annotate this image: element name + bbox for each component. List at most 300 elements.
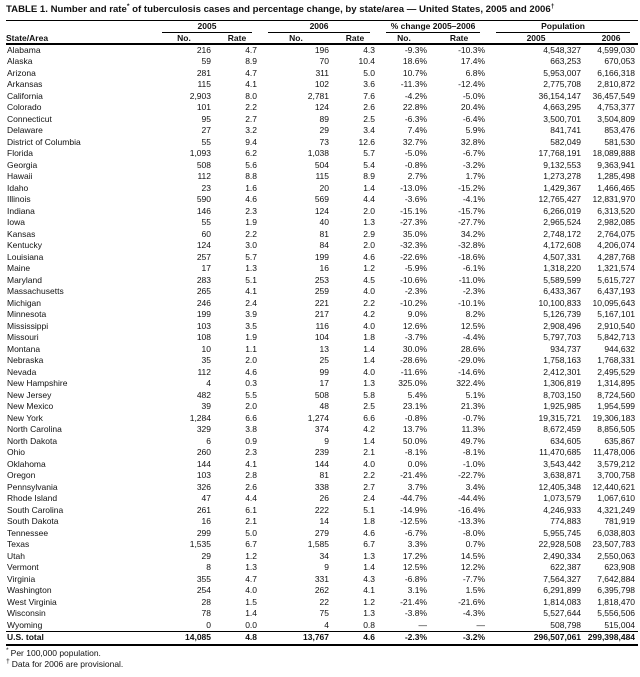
cell-n05: 329 — [196, 424, 211, 435]
cell-p05: 12,405,348 — [538, 481, 582, 492]
cell-n05: 6 — [206, 435, 211, 446]
cell-r06: 5.4 — [363, 159, 376, 170]
cell-p06: 2,550,063 — [597, 550, 636, 561]
cell-state: Alabama — [7, 44, 41, 55]
header-group-population-label: Population — [496, 21, 630, 33]
cell-r06: 4.3 — [363, 573, 376, 584]
table-row — [6, 91, 638, 103]
cell-pn: -3.6% — [404, 194, 428, 205]
cell-p05: 4,172,608 — [543, 240, 582, 251]
cell-n05: 10 — [201, 343, 211, 354]
cell-r06: 6.6 — [363, 412, 376, 423]
cell-pn: 2.7% — [407, 171, 428, 182]
cell-pr: 5.9% — [465, 125, 486, 136]
table-row — [6, 470, 638, 482]
cell-pr: -1.0% — [462, 458, 486, 469]
cell-r05: 2.7 — [245, 113, 258, 124]
table-row — [6, 206, 638, 218]
cell-p05: 1,073,579 — [543, 493, 582, 504]
table-row — [6, 56, 638, 68]
cell-pr: 12.2% — [460, 562, 486, 573]
table-row — [6, 551, 638, 563]
cell-n06: 262 — [314, 585, 330, 596]
cell-p05: 3,500,701 — [543, 113, 582, 124]
cell-r05: 3.5 — [245, 320, 258, 331]
table-row — [6, 114, 638, 126]
cell-state: North Carolina — [7, 424, 62, 435]
cell-n05: 257 — [196, 251, 211, 262]
table-row — [6, 217, 638, 229]
cell-r05: 5.0 — [245, 527, 258, 538]
cell-pn: -27.3% — [400, 217, 428, 228]
cell-pn: 12.6% — [402, 320, 428, 331]
cell-p06: 12,440,621 — [592, 481, 636, 492]
cell-r05: 4.6 — [245, 194, 258, 205]
footnote-rate — [6, 648, 638, 659]
cell-p05: 7,564,327 — [543, 573, 582, 584]
cell-p05: 6,266,019 — [543, 205, 582, 216]
cell-state: Montana — [7, 343, 41, 354]
cell-pr: -4.4% — [462, 332, 486, 343]
table-row — [6, 68, 638, 80]
cell-n06: 84 — [319, 240, 330, 251]
cell-r05: 5.1 — [245, 274, 258, 285]
cell-p05: 5,797,703 — [543, 332, 582, 343]
cell-r06: 2.6 — [363, 102, 376, 113]
cell-pn: -32.3% — [400, 240, 428, 251]
cell-p06: 299,398,484 — [584, 632, 638, 645]
cell-r05: 3.2 — [245, 125, 258, 136]
cell-n05: 326 — [196, 481, 211, 492]
cell-r05: 1.3 — [245, 562, 258, 573]
cell-p05: 4,548,327 — [543, 44, 582, 55]
cell-pn: -14.9% — [400, 504, 428, 515]
cell-n05: 108 — [196, 332, 211, 343]
cell-n05: 16 — [201, 516, 211, 527]
cell-n05: 283 — [196, 274, 211, 285]
cell-n06: 29 — [319, 125, 330, 136]
cell-r05: 0.9 — [245, 435, 258, 446]
cell-p06: 5,556,506 — [597, 608, 636, 619]
cell-p06: 19,306,183 — [592, 412, 636, 423]
footnote-provisional — [6, 659, 638, 670]
cell-n05: 281 — [196, 67, 211, 78]
cell-pr: -29.0% — [458, 355, 486, 366]
cell-p05: 634,605 — [550, 435, 582, 446]
cell-pr: 0.7% — [465, 539, 486, 550]
cell-n05: 508 — [196, 159, 211, 170]
cell-state: Delaware — [7, 125, 43, 136]
cell-p06: 1,954,599 — [597, 401, 636, 412]
cell-n06: 331 — [314, 573, 330, 584]
cell-pn: -0.8% — [404, 412, 428, 423]
cell-r05: 2.8 — [245, 470, 258, 481]
cell-p05: 622,387 — [550, 562, 582, 573]
cell-p05: 1,429,367 — [543, 182, 582, 193]
cell-r05: 9.4 — [245, 136, 258, 147]
cell-n05: 29 — [201, 550, 211, 561]
cell-r05: 4.4 — [245, 493, 258, 504]
cell-p05: 1,925,985 — [543, 401, 582, 412]
cell-pr: -3.2% — [462, 159, 486, 170]
cell-r06: 3.6 — [363, 79, 376, 90]
cell-n06: 89 — [319, 113, 330, 124]
cell-r06: 4.0 — [363, 366, 376, 377]
cell-r06: 5.7 — [363, 148, 376, 159]
cell-p05: 3,543,442 — [543, 458, 582, 469]
header-pop-2005: 2005 — [488, 33, 584, 44]
cell-pn: 325.0% — [398, 378, 428, 389]
cell-n05: 14,085 — [154, 632, 214, 645]
cell-state: Missouri — [7, 332, 39, 343]
cell-r06: 1.8 — [363, 332, 376, 343]
cell-p05: 774,883 — [550, 516, 582, 527]
cell-pn: -13.0% — [400, 182, 428, 193]
header-group-2005 — [154, 20, 260, 33]
cell-r05: 8.9 — [245, 56, 258, 67]
cell-n05: 4 — [206, 378, 211, 389]
header-rate-change: Rate — [430, 33, 488, 44]
cell-p05: 10,100,833 — [538, 297, 582, 308]
cell-r06: 1.3 — [363, 378, 376, 389]
cell-p05: 296,507,061 — [488, 632, 584, 645]
cell-state: California — [7, 90, 43, 101]
cell-p06: 1,466,465 — [597, 182, 636, 193]
cell-p05: 8,672,459 — [543, 424, 582, 435]
cell-n05: 2,903 — [189, 90, 211, 101]
cell-pr: -8.1% — [462, 447, 486, 458]
cell-n06: 279 — [314, 527, 330, 538]
table-row — [6, 263, 638, 275]
cell-pn: -2.3% — [404, 286, 428, 297]
cell-pn: -22.6% — [400, 251, 428, 262]
table-row — [6, 148, 638, 160]
cell-state: Idaho — [7, 182, 29, 193]
cell-p05: 663,253 — [550, 56, 582, 67]
table-row — [6, 505, 638, 517]
cell-pn: 18.6% — [402, 56, 428, 67]
cell-pr: 322.4% — [456, 378, 486, 389]
cell-p06: 12,831,970 — [592, 194, 636, 205]
cell-pr: -21.6% — [458, 596, 486, 607]
cell-n05: 260 — [196, 447, 211, 458]
cell-p06: 4,321,249 — [597, 504, 636, 515]
cell-r06: 4.2 — [363, 309, 376, 320]
table-row — [6, 447, 638, 459]
cell-n06: 239 — [314, 447, 330, 458]
cell-r05: 1.4 — [245, 608, 258, 619]
cell-pn: -44.7% — [400, 493, 428, 504]
cell-n05: 216 — [196, 44, 211, 55]
cell-p05: 508,798 — [550, 619, 582, 630]
cell-r06: 12.6 — [358, 136, 376, 147]
cell-r05: 8.0 — [245, 90, 258, 101]
table-row — [6, 344, 638, 356]
cell-n06: 259 — [314, 286, 330, 297]
cell-pr: 8.2% — [465, 309, 486, 320]
cell-p06: 3,504,809 — [597, 113, 636, 124]
cell-n06: 338 — [314, 481, 330, 492]
table-title — [6, 4, 638, 17]
cell-n06: 115 — [315, 171, 330, 182]
cell-r06: 6.7 — [363, 539, 376, 550]
cell-r06: 10.4 — [358, 56, 376, 67]
cell-n05: 78 — [201, 608, 211, 619]
cell-pn: -10.2% — [400, 297, 428, 308]
cell-p06: 3,579,212 — [597, 458, 636, 469]
cell-p06: 6,038,803 — [597, 527, 636, 538]
cell-pr: -14.6% — [458, 366, 486, 377]
table-row — [6, 125, 638, 137]
cell-r05: 1.6 — [245, 182, 258, 193]
cell-n06: 9 — [324, 562, 330, 573]
cell-n05: 59 — [201, 56, 211, 67]
cell-r05: 5.6 — [245, 159, 258, 170]
table-row — [6, 378, 638, 390]
cell-r06: 1.2 — [363, 263, 376, 274]
table-row — [6, 275, 638, 287]
cell-p05: 5,126,739 — [543, 309, 582, 320]
cell-n06: 16 — [319, 263, 330, 274]
cell-r06: 5.1 — [363, 504, 376, 515]
cell-n06: 508 — [314, 389, 330, 400]
cell-r05: 2.2 — [245, 228, 258, 239]
cell-pn: 17.2% — [402, 550, 428, 561]
cell-p05: 5,953,007 — [543, 67, 582, 78]
cell-pn: -11.3% — [400, 79, 428, 90]
cell-state: Ohio — [7, 447, 25, 458]
cell-r05: 1.5 — [245, 596, 258, 607]
cell-p05: 11,470,685 — [539, 447, 582, 458]
cell-r06: 5.0 — [363, 67, 376, 78]
cell-p05: 9,132,553 — [543, 159, 582, 170]
cell-pr: -15.2% — [458, 182, 486, 193]
table-row — [6, 309, 638, 321]
cell-n06: 17 — [319, 378, 330, 389]
cell-r06: 2.2 — [363, 297, 376, 308]
table-row — [6, 424, 638, 436]
cell-pr: -3.2% — [430, 632, 488, 645]
cell-p05: 582,049 — [550, 136, 582, 147]
header-group-2006 — [260, 20, 378, 33]
cell-r06: 4.6 — [363, 527, 376, 538]
cell-p06: 2,810,872 — [597, 79, 636, 90]
cell-state: Kansas — [7, 228, 36, 239]
cell-pn: -4.2% — [404, 90, 428, 101]
title-dagger-footnote-marker: † — [550, 2, 555, 10]
cell-pn: 12.5% — [402, 562, 428, 573]
cell-p06: 6,166,318 — [597, 67, 636, 78]
cell-r05: 2.0 — [245, 355, 258, 366]
cell-state: Mississippi — [7, 320, 49, 331]
cell-p05: 934,737 — [550, 343, 582, 354]
cell-state: New Jersey — [7, 389, 52, 400]
cell-state: Hawaii — [7, 171, 33, 182]
cell-n05: 261 — [196, 504, 211, 515]
table-row — [6, 436, 638, 448]
footnote-dagger-marker: † — [6, 658, 10, 666]
cell-state: Maine — [7, 263, 31, 274]
header-group-pct-change-label: % change 2005–2006 — [386, 21, 480, 33]
table-row — [6, 252, 638, 264]
header-rate-2005: Rate — [214, 33, 260, 44]
cell-n06: 40 — [319, 217, 330, 228]
cell-pn: 9.0% — [407, 309, 428, 320]
cell-n05: 8 — [206, 562, 211, 573]
header-pop-2006: 2006 — [584, 33, 638, 44]
table-row — [6, 194, 638, 206]
table-row — [6, 493, 638, 505]
cell-pr: 49.7% — [460, 435, 486, 446]
cell-n05: 299 — [196, 527, 211, 538]
cell-r05: 6.2 — [245, 148, 258, 159]
cell-state: Arkansas — [7, 79, 43, 90]
table-row — [6, 332, 638, 344]
table-row — [6, 229, 638, 241]
cell-state: Vermont — [7, 562, 39, 573]
cell-pn: 7.4% — [407, 125, 428, 136]
table-row — [6, 413, 638, 425]
cell-pr: 20.4% — [460, 102, 486, 113]
cell-pn: 23.1% — [402, 401, 428, 412]
table-row — [6, 482, 638, 494]
cell-n06: 81 — [319, 228, 330, 239]
cell-n06: 253 — [314, 274, 330, 285]
cell-p06: 670,053 — [604, 56, 636, 67]
cell-r06: 2.5 — [363, 401, 376, 412]
cell-p06: 2,495,529 — [597, 366, 636, 377]
cell-pn: -21.4% — [400, 596, 428, 607]
cell-state: Nebraska — [7, 355, 44, 366]
cell-pn: -3.8% — [404, 608, 428, 619]
cell-p05: 4,663,295 — [543, 102, 582, 113]
cell-p06: 635,867 — [604, 435, 636, 446]
cell-state: Oregon — [7, 470, 36, 481]
table-row — [6, 286, 638, 298]
cell-n06: 75 — [319, 608, 330, 619]
cell-r05: 1.1 — [245, 343, 258, 354]
cell-p06: 3,700,758 — [597, 470, 636, 481]
cell-p05: 5,589,599 — [543, 274, 582, 285]
cell-pn: -9.3% — [404, 44, 428, 55]
cell-n06: 124 — [314, 102, 330, 113]
cell-n06: 311 — [315, 67, 330, 78]
cell-pn: 30.0% — [402, 343, 428, 354]
cell-pr: -22.7% — [458, 470, 486, 481]
table-row — [6, 367, 638, 379]
cell-r06: 7.6 — [363, 90, 376, 101]
cell-state: Pennsylvania — [7, 481, 58, 492]
cell-p05: 841,741 — [550, 125, 582, 136]
cell-pr: 1.7% — [465, 171, 486, 182]
cell-p05: 2,908,496 — [543, 320, 582, 331]
cell-pr: -44.4% — [458, 493, 486, 504]
cell-n05: 146 — [196, 205, 211, 216]
cell-n06: 4 — [324, 619, 330, 630]
cell-pr: -27.7% — [458, 217, 486, 228]
table-row — [6, 562, 638, 574]
table-row — [6, 608, 638, 620]
cell-p05: 4,507,331 — [543, 251, 582, 262]
cell-pr: -10.1% — [458, 297, 486, 308]
cell-n05: 246 — [196, 297, 211, 308]
cell-state: District of Columbia — [7, 136, 81, 147]
cell-n06: 20 — [319, 182, 330, 193]
cell-pn: -28.6% — [400, 355, 428, 366]
cell-state: Indiana — [7, 205, 35, 216]
table-row — [6, 160, 638, 172]
cell-r06: 2.5 — [363, 113, 376, 124]
cell-p06: 1,768,331 — [597, 355, 636, 366]
cell-pn: 3.3% — [407, 539, 428, 550]
cell-p05: 19,315,721 — [538, 412, 582, 423]
cell-n05: 265 — [196, 286, 211, 297]
cell-n06: 374 — [314, 424, 330, 435]
header-state-area: State/Area — [6, 20, 154, 44]
cell-n05: 144 — [196, 458, 211, 469]
cell-r05: 4.6 — [245, 366, 258, 377]
cell-n06: 13 — [319, 343, 330, 354]
cell-r06: 4.3 — [363, 44, 376, 55]
cell-n06: 124 — [314, 205, 330, 216]
cell-r05: 3.9 — [245, 309, 258, 320]
cell-p05: 6,433,367 — [543, 286, 582, 297]
cell-r06: 5.8 — [363, 389, 376, 400]
title-star-footnote-marker: * — [126, 2, 130, 10]
table-row — [6, 528, 638, 540]
cell-pr: 6.8% — [465, 67, 486, 78]
title-text-1: TABLE 1. Number and rate — [6, 4, 127, 15]
cell-pn: -15.1% — [400, 205, 428, 216]
cell-pn: 5.4% — [407, 389, 428, 400]
cell-r06: 4.4 — [363, 194, 376, 205]
cell-r06: 2.9 — [363, 228, 376, 239]
cell-r06: 2.0 — [363, 205, 376, 216]
cell-n05: 199 — [196, 309, 211, 320]
cell-state: Colorado — [7, 102, 42, 113]
cell-r05: 5.7 — [245, 251, 258, 262]
cell-n05: 1,535 — [189, 539, 211, 550]
cell-pn: -2.3% — [378, 632, 430, 645]
cell-r05: 2.3 — [245, 447, 258, 458]
cell-state: Iowa — [7, 217, 25, 228]
cell-pn: -10.6% — [400, 274, 428, 285]
cell-p06: 5,615,727 — [597, 274, 636, 285]
cell-r05: 0.0 — [245, 619, 258, 630]
cell-state: Maryland — [7, 274, 42, 285]
cell-n06: 1,038 — [307, 148, 330, 159]
cell-r05: 4.1 — [245, 286, 258, 297]
cell-state: Connecticut — [7, 113, 52, 124]
table-row — [6, 574, 638, 586]
cell-state: New York — [7, 412, 43, 423]
cell-r06: 4.5 — [363, 274, 376, 285]
total-row — [6, 632, 638, 645]
cell-p06: 853,476 — [604, 125, 636, 136]
cell-pn: -6.8% — [404, 573, 428, 584]
cell-state: Wyoming — [7, 619, 43, 630]
table-row — [6, 516, 638, 528]
cell-n06: 102 — [314, 79, 330, 90]
cell-pr: 3.4% — [465, 481, 486, 492]
cell-r05: 3.0 — [245, 240, 258, 251]
header-group-2005-label: 2005 — [162, 21, 252, 33]
cell-p06: 18,089,888 — [592, 148, 636, 159]
cell-pn: -6.3% — [404, 113, 428, 124]
cell-pr: -12.4% — [458, 79, 486, 90]
cell-n05: 60 — [201, 228, 211, 239]
cell-r06: 2.7 — [363, 481, 376, 492]
